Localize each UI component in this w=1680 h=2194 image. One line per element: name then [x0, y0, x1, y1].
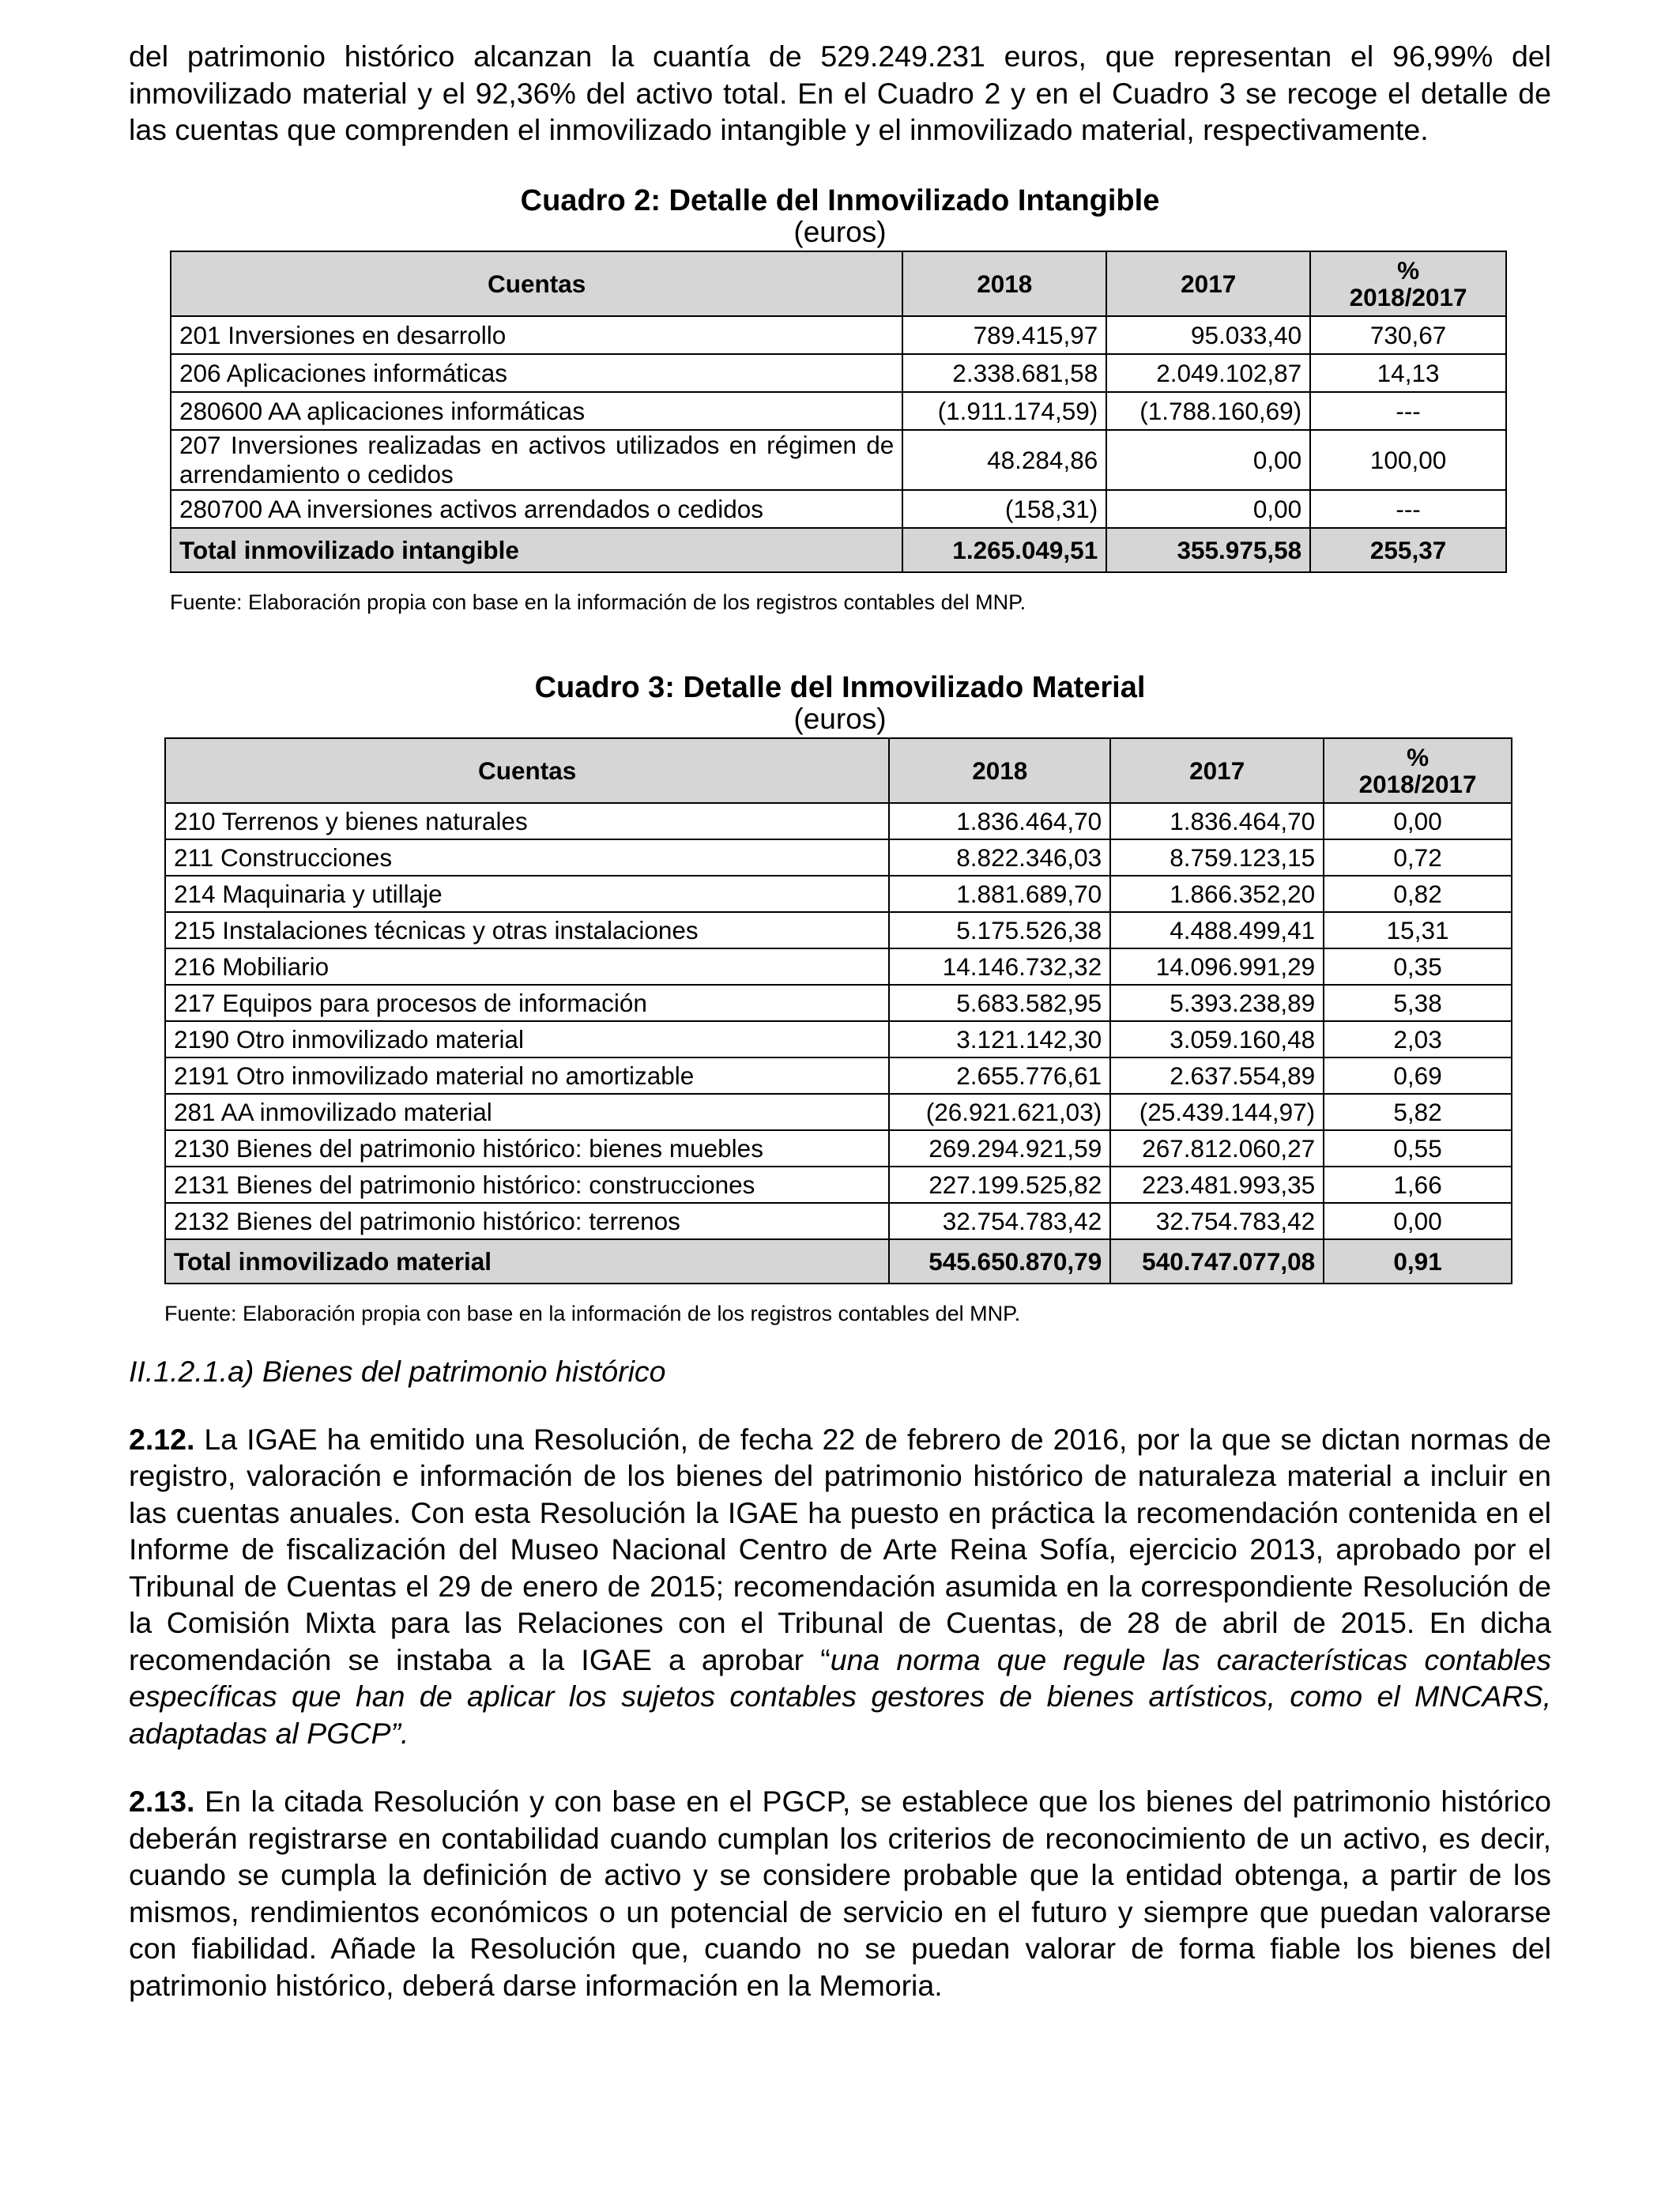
cell-2017: 267.812.060,27: [1110, 1130, 1324, 1167]
cell-2017: 4.488.499,41: [1110, 912, 1324, 948]
cell-account: 280600 AA aplicaciones informáticas: [171, 392, 902, 430]
cell-percent: 15,31: [1324, 912, 1512, 948]
cell-percent: 1,66: [1324, 1167, 1512, 1203]
cell-2017: 223.481.993,35: [1110, 1167, 1324, 1203]
section-heading: II.1.2.1.a) Bienes del patrimonio histórico: [129, 1354, 666, 1388]
cell-account: 2132 Bienes del patrimonio histórico: terrenos: [165, 1203, 889, 1239]
cell-account: 2191 Otro inmovilizado material no amortizable: [165, 1057, 889, 1094]
cell-2017: 95.033,40: [1106, 316, 1310, 354]
paragraph-number: 2.12.: [129, 1422, 195, 1456]
cuadro3-source: Fuente: Elaboración propia con base en la información de los registros contables del MNP.: [164, 1301, 1021, 1325]
cell-2017: 1.836.464,70: [1110, 803, 1324, 839]
cell-percent: 0,82: [1324, 876, 1512, 912]
table-header-row: [171, 251, 1506, 316]
paragraph-2-13: [129, 1783, 1551, 2004]
cell-account: 280700 AA inversiones activos arrendados o cedidos: [171, 490, 902, 528]
cell-2017: 14.096.991,29: [1110, 948, 1324, 985]
cuadro3-table: [164, 737, 1512, 1284]
cell-2018: 14.146.732,32: [889, 948, 1110, 985]
cuadro2-table: [170, 251, 1507, 573]
table-row: [171, 430, 1506, 490]
table-row: [165, 1167, 1512, 1203]
cell-2018: (26.921.621,03): [889, 1094, 1110, 1130]
cell-account: 2130 Bienes del patrimonio histórico: bienes muebles: [165, 1130, 889, 1167]
cell-account: 281 AA inmovilizado material: [165, 1094, 889, 1130]
cell-2018: 1.836.464,70: [889, 803, 1110, 839]
cell-account: 214 Maquinaria y utillaje: [165, 876, 889, 912]
cell-percent: 730,67: [1310, 316, 1506, 354]
header-percent-years: 2018/2017: [1358, 769, 1477, 798]
paragraph-number: 2.13.: [129, 1785, 195, 1818]
table-row: [165, 1203, 1512, 1239]
cell-account: 2190 Otro inmovilizado material: [165, 1021, 889, 1057]
table-row: [165, 912, 1512, 948]
cell-2018: 32.754.783,42: [889, 1203, 1110, 1239]
total-2017: 540.747.077,08: [1110, 1239, 1324, 1284]
cell-percent: 100,00: [1310, 430, 1506, 490]
total-2017: 355.975,58: [1106, 528, 1310, 572]
cell-2018: 3.121.142,30: [889, 1021, 1110, 1057]
paragraph-text: La IGAE ha emitido una Resolución, de fecha 22 de febrero de 2016, por la que se dictan normas de registro, valoración e información de los bienes del patrimonio histórico de naturaleza material a incluir en las cuentas anuales. Con esta Resolución la IGAE ha puesto en práctica la recomendación contenida en el Informe de fiscalización del Museo Nacional Centro de Arte Reina Sofía, ejercicio 2013, aprobado por el Tribunal de Cuentas el 29 de enero de 2015; recomendación asumida en la correspondiente Resolución de la Comisión Mixta para las Relaciones con el Tribunal de Cuentas, de 28 de abril de 2015. En dicha recomendación se instaba a la IGAE a aprobar “: [129, 1422, 1551, 1676]
cuadro2-source: Fuente: Elaboración propia con base en la información de los registros contables del MNP.: [170, 590, 1026, 614]
intro-paragraph: del patrimonio histórico alcanzan la cuantía de 529.249.231 euros, que representan el 96,99% del inmovilizado material y el 92,36% del activo total. En el Cuadro 2 y en el Cuadro 3 se recoge el detalle de las cuentas que comprenden el inmovilizado intangible y el inmovilizado material, respectivamente.: [129, 40, 1551, 146]
cell-2018: (158,31): [902, 490, 1106, 528]
paragraph-quote-end: ”.: [390, 1716, 409, 1750]
cell-2017: 3.059.160,48: [1110, 1021, 1324, 1057]
cuadro2-title: Cuadro 2: Detalle del Inmovilizado Intangible: [520, 183, 1160, 217]
table-row: [165, 1057, 1512, 1094]
cell-account: 216 Mobiliario: [165, 948, 889, 985]
total-2018: 1.265.049,51: [902, 528, 1106, 572]
table-row: [165, 839, 1512, 876]
cell-percent: 14,13: [1310, 354, 1506, 392]
paragraph-text: En la citada Resolución y con base en el PGCP, se establece que los bienes del patrimonio histórico deberán registrarse en contabilidad cuando cumplan los criterios de reconocimiento de un activo, es decir, cuando se cumpla la definición de activo y se considere probable que la entidad obtenga, a partir de los mismos, rendimientos económicos o un potencial de servicio en el futuro y siempre que puedan valorarse con fiabilidad. Añade la Resolución que, cuando no se puedan valorar de forma fiable los bienes del patrimonio histórico, deberá darse información en la Memoria.: [129, 1785, 1551, 2002]
cell-2018: 2.655.776,61: [889, 1057, 1110, 1094]
header-2018: 2018: [902, 251, 1106, 316]
header-2017: 2017: [1106, 251, 1310, 316]
cell-2018: 8.822.346,03: [889, 839, 1110, 876]
header-2017: 2017: [1110, 738, 1324, 803]
cell-percent: 0,35: [1324, 948, 1512, 985]
table-row: [171, 354, 1506, 392]
table-header-row: [165, 738, 1512, 803]
cell-2018: 5.683.582,95: [889, 985, 1110, 1021]
cell-2018: 5.175.526,38: [889, 912, 1110, 948]
cell-2017: (25.439.144,97): [1110, 1094, 1324, 1130]
cuadro3-unit: (euros): [793, 702, 887, 735]
paragraph-2-12: [129, 1421, 1551, 1752]
cell-2017: 8.759.123,15: [1110, 839, 1324, 876]
header-percent: [1324, 738, 1512, 803]
table-row: [165, 985, 1512, 1021]
cell-2017: 5.393.238,89: [1110, 985, 1324, 1021]
cell-2017: 0,00: [1106, 490, 1310, 528]
cell-percent: 0,69: [1324, 1057, 1512, 1094]
total-percent: 255,37: [1310, 528, 1506, 572]
cell-percent: 0,00: [1324, 803, 1512, 839]
cell-percent: ---: [1310, 490, 1506, 528]
cuadro3-caption: [129, 669, 1551, 737]
table-row: [171, 392, 1506, 430]
table-row: [165, 876, 1512, 912]
table-row: [171, 316, 1506, 354]
cell-account: 211 Construcciones: [165, 839, 889, 876]
cell-2017: 1.866.352,20: [1110, 876, 1324, 912]
table-row: [165, 1094, 1512, 1130]
cell-2018: 2.338.681,58: [902, 354, 1106, 392]
cell-account: 217 Equipos para procesos de información: [165, 985, 889, 1021]
header-cuentas: Cuentas: [165, 738, 889, 803]
cell-percent: 0,55: [1324, 1130, 1512, 1167]
cell-account: 210 Terrenos y bienes naturales: [165, 803, 889, 839]
cell-account: 206 Aplicaciones informáticas: [171, 354, 902, 392]
header-cuentas: Cuentas: [171, 251, 902, 316]
document-page: [129, 38, 1551, 2004]
cuadro2-caption: [129, 183, 1551, 251]
cell-2017: 32.754.783,42: [1110, 1203, 1324, 1239]
cell-2017: 0,00: [1106, 430, 1310, 490]
table-total-row: [165, 1239, 1512, 1284]
paragraph-quote: una norma que regule las características contables específicas que han de aplicar los sujetos contables gestores de bienes artísticos, como el MNCARS, adaptadas al PGCP: [129, 1642, 1551, 1750]
cuadro2-unit: (euros): [793, 215, 887, 248]
cell-2018: 269.294.921,59: [889, 1130, 1110, 1167]
cell-account: 207 Inversiones realizadas en activos utilizados en régimen de arrendamiento o cedidos: [171, 430, 902, 490]
cell-percent: 0,72: [1324, 839, 1512, 876]
header-percent-years: 2018/2017: [1349, 282, 1467, 311]
cell-percent: 0,00: [1324, 1203, 1512, 1239]
cell-percent: 2,03: [1324, 1021, 1512, 1057]
cell-percent: ---: [1310, 392, 1506, 430]
table-row: [165, 803, 1512, 839]
cuadro3-title: Cuadro 3: Detalle del Inmovilizado Material: [534, 670, 1146, 704]
cell-percent: 5,82: [1324, 1094, 1512, 1130]
header-2018: 2018: [889, 738, 1110, 803]
header-percent-sign: %: [1407, 742, 1430, 771]
table-row: [171, 490, 1506, 528]
cell-account: 2131 Bienes del patrimonio histórico: construcciones: [165, 1167, 889, 1203]
total-label: Total inmovilizado intangible: [171, 528, 902, 572]
table-row: [165, 1021, 1512, 1057]
table-row: [165, 948, 1512, 985]
cell-2017: 2.637.554,89: [1110, 1057, 1324, 1094]
cell-2018: (1.911.174,59): [902, 392, 1106, 430]
cell-2017: (1.788.160,69): [1106, 392, 1310, 430]
total-2018: 545.650.870,79: [889, 1239, 1110, 1284]
cell-2018: 48.284,86: [902, 430, 1106, 490]
header-percent: [1310, 251, 1506, 316]
table-row: [165, 1130, 1512, 1167]
cell-2018: 227.199.525,82: [889, 1167, 1110, 1203]
cell-account: 215 Instalaciones técnicas y otras instalaciones: [165, 912, 889, 948]
cell-2018: 789.415,97: [902, 316, 1106, 354]
table-total-row: [171, 528, 1506, 572]
total-label: Total inmovilizado material: [165, 1239, 889, 1284]
cell-account: 201 Inversiones en desarrollo: [171, 316, 902, 354]
cell-2017: 2.049.102,87: [1106, 354, 1310, 392]
total-percent: 0,91: [1324, 1239, 1512, 1284]
header-percent-sign: %: [1397, 255, 1420, 285]
cell-percent: 5,38: [1324, 985, 1512, 1021]
cell-2018: 1.881.689,70: [889, 876, 1110, 912]
